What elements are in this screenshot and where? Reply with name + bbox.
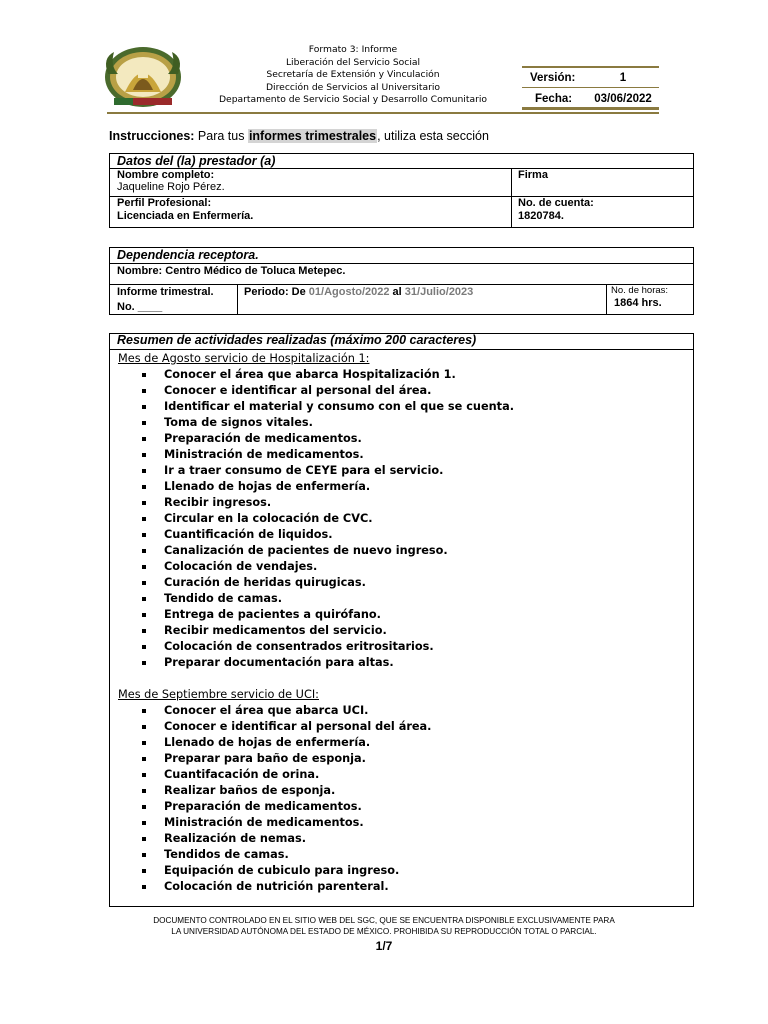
instructions-text: Para tus [194,129,248,143]
instructions-highlight: informes trimestrales [248,129,377,143]
report-number: No. ____ [117,301,163,313]
date-label: Fecha: [535,93,573,105]
activity-item: Colocación de nutrición parenteral. [110,879,693,895]
activity-item: Cuantificación de liquidos. [110,527,693,543]
signature-label: Firma [518,169,548,181]
header-divider [107,112,659,114]
resumen-table [109,333,694,907]
activity-item: Conocer e identificar al personal del área. [110,719,693,735]
hours-label: No. de horas: [611,285,669,296]
activity-item: Preparar para baño de esponja. [110,751,693,767]
activity-item: Preparar documentación para altas. [110,655,693,671]
header-line: Liberación del Servicio Social [285,56,421,68]
activity-item: Canalización de pacientes de nuevo ingreso. [110,543,693,559]
activity-item: Conocer e identificar al personal del área. [110,383,693,399]
period [244,286,473,299]
header-line: Formato 3: Informe [308,44,398,55]
period-label: Periodo: De [244,286,309,298]
version-date-box [522,66,659,110]
activity-item: Preparación de medicamentos. [110,431,693,447]
footer-note [96,916,672,937]
account-value: 1820784. [518,210,564,222]
activity-item: Conocer el área que abarca Hospitalización 1. [110,367,693,383]
month2-items [110,703,693,895]
activity-item: Recibir ingresos. [110,495,693,511]
date-row [522,89,659,109]
activity-item: Colocación de vendajes. [110,559,693,575]
activity-item: Identificar el material y consumo con el que se cuenta. [110,399,693,415]
activity-item: Recibir medicamentos del servicio. [110,623,693,639]
divider [110,263,693,264]
instructions-label: Instrucciones: [109,129,195,143]
divider [237,284,238,314]
date-value: 03/06/2022 [594,93,652,105]
prestador-table [109,153,694,228]
profile-value: Licenciada en Enfermería. [117,210,254,222]
activity-item: Curación de heridas quirugicas. [110,575,693,591]
activity-item: Realización de nemas. [110,831,693,847]
header-line: Dirección de Servicios al Universitario [265,81,441,93]
activity-item: Ministración de medicamentos. [110,815,693,831]
resumen-title: Resumen de actividades realizadas (máximo 200 caracteres) [117,333,477,347]
month-heading: Mes de Agosto servicio de Hospitalización 1: [118,352,370,365]
activity-item: Conocer el área que abarca UCI. [110,703,693,719]
activity-item: Cuantifacación de orina. [110,767,693,783]
divider [606,284,607,314]
name-value: Jaqueline Rojo Pérez. [117,181,225,193]
period-to: 31/Julio/2023 [404,286,474,298]
header-line: Departamento de Servicio Social y Desarrollo Comunitario [218,94,488,106]
university-seal-logo [100,44,186,110]
profile-label: Perfil Profesional: [117,197,212,209]
activities-list [110,351,693,895]
activity-item: Entrega de pacientes a quirófano. [110,607,693,623]
activity-item: Colocación de consentrados eritrositarios. [110,639,693,655]
activity-item: Preparación de medicamentos. [110,799,693,815]
period-from: 01/Agosto/2022 [308,286,390,298]
footer-line: DOCUMENTO CONTROLADO EN EL SITIO WEB DEL SGC, QUE SE ENCUENTRA DISPONIBLE EXCLUSIVAMENTE PARA [153,916,615,925]
month1-items [110,367,693,671]
dependencia-table [109,247,694,315]
instructions [109,129,489,143]
instructions-text-after: , utiliza esta sección [377,129,489,143]
report-label: Informe trimestral. [117,286,214,298]
page-number: 1/7 [375,939,393,953]
header-line: Secretaría de Extensión y Vinculación [266,69,440,81]
account-label: No. de cuenta: [518,197,594,209]
activity-item: Ministración de medicamentos. [110,447,693,463]
activity-item: Llenado de hojas de enfermería. [110,735,693,751]
activity-item: Tendido de camas. [110,591,693,607]
activity-item: Circular en la colocación de CVC. [110,511,693,527]
header-title-block [200,44,506,107]
prestador-title: Datos del (la) prestador (a) [117,154,276,168]
activity-item: Realizar baños de esponja. [110,783,693,799]
version-row [522,68,659,88]
month-heading: Mes de Septiembre servicio de UCI: [118,688,319,701]
version-label: Versión: [530,72,576,84]
dependencia-title: Dependencia receptora. [117,248,259,262]
activity-item: Tendidos de camas. [110,847,693,863]
dependencia-name: Nombre: Centro Médico de Toluca Metepec. [117,265,346,277]
activity-item: Llenado de hojas de enfermería. [110,479,693,495]
spacer [110,671,693,687]
activity-item: Equipación de cubiculo para ingreso. [110,863,693,879]
name-label: Nombre completo: [117,169,215,181]
footer-line: LA UNIVERSIDAD AUTÓNOMA DEL ESTADO DE MÉXICO. PROHIBIDA SU REPRODUCCIÓN TOTAL O PARCIAL. [171,926,597,936]
divider [511,168,512,227]
hours-value: 1864 hrs. [614,297,662,309]
divider [110,349,693,350]
version-value: 1 [619,72,627,84]
activity-item: Ir a traer consumo de CEYE para el servicio. [110,463,693,479]
period-mid: al [389,286,405,298]
activity-item: Toma de signos vitales. [110,415,693,431]
